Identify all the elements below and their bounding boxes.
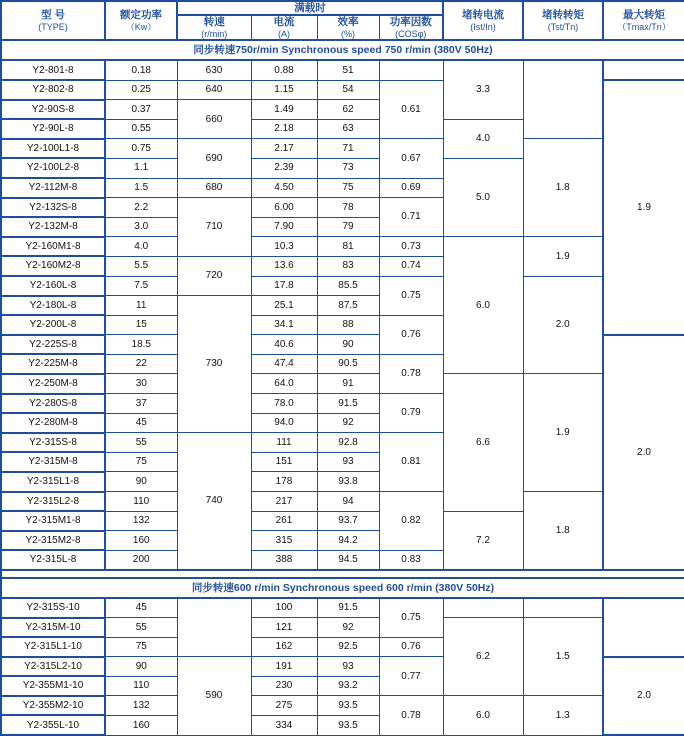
cell-power: 37 [105, 394, 177, 414]
cell-current: 64.0 [251, 374, 317, 394]
spacer-cell [1, 570, 684, 578]
cell-current: 111 [251, 433, 317, 453]
cell-efficiency: 92.8 [317, 433, 379, 453]
cell-speed: 730 [177, 296, 251, 433]
cell-efficiency: 91 [317, 374, 379, 394]
cell-type: Y2-112M-8 [1, 178, 105, 198]
cell-power: 15 [105, 315, 177, 335]
section-title: 同步转速750r/min Synchronous speed 750 r/min (380V 50Hz) [1, 40, 684, 60]
cell-current: 94.0 [251, 413, 317, 433]
cell-type: Y2-802-8 [1, 80, 105, 100]
cell-power-factor: 0.83 [379, 550, 443, 570]
table-row [1, 276, 684, 296]
cell-current: 191 [251, 657, 317, 677]
header-speed-sub: (r/min) [201, 29, 228, 40]
cell-power-factor: 0.76 [379, 637, 443, 657]
cell-efficiency: 91.5 [317, 598, 379, 618]
cell-power: 0.55 [105, 119, 177, 139]
cell-speed: 740 [177, 433, 251, 570]
cell-speed: 590 [177, 657, 251, 735]
cell-speed: 660 [177, 100, 251, 139]
cell-type: Y2-225M-8 [1, 354, 105, 374]
cell-locked-torque: 1.9 [523, 237, 603, 276]
section-title: 同步转速600 r/min Synchronous speed 600 r/min (380V 50Hz) [1, 578, 684, 598]
header-row-1 [1, 1, 684, 15]
table-row [1, 598, 684, 618]
cell-locked-current [443, 598, 523, 618]
cell-locked-torque: 1.3 [523, 696, 603, 735]
cell-type: Y2-355L-10 [1, 715, 105, 735]
cell-efficiency: 93.5 [317, 715, 379, 735]
cell-efficiency: 93 [317, 657, 379, 677]
cell-current: 13.6 [251, 256, 317, 276]
cell-power: 132 [105, 696, 177, 716]
cell-type: Y2-315S-8 [1, 433, 105, 453]
cell-locked-current: 5.0 [443, 158, 523, 236]
cell-power: 110 [105, 676, 177, 696]
cell-power: 2.2 [105, 198, 177, 218]
header-power-factor [379, 15, 443, 40]
cell-current: 6.00 [251, 198, 317, 218]
cell-current: 1.49 [251, 100, 317, 120]
cell-efficiency: 94.2 [317, 531, 379, 551]
cell-current: 40.6 [251, 335, 317, 355]
cell-speed: 680 [177, 178, 251, 198]
cell-current: 4.50 [251, 178, 317, 198]
cell-type: Y2-100L1-8 [1, 139, 105, 159]
cell-speed: 690 [177, 139, 251, 178]
cell-current: 2.17 [251, 139, 317, 159]
cell-locked-torque: 2.0 [523, 276, 603, 374]
header-power-factor-sub: (COSφ) [395, 29, 427, 40]
cell-efficiency: 83 [317, 256, 379, 276]
cell-power: 110 [105, 492, 177, 512]
section-header-row [1, 578, 684, 598]
cell-power-factor: 0.61 [379, 80, 443, 139]
header-locked-torque-sub: (Tst/Tn) [547, 22, 579, 33]
cell-power: 55 [105, 433, 177, 453]
cell-locked-torque: 1.5 [523, 618, 603, 696]
cell-current: 388 [251, 550, 317, 570]
cell-efficiency: 78 [317, 198, 379, 218]
cell-efficiency: 90 [317, 335, 379, 355]
cell-type: Y2-315L2-10 [1, 657, 105, 677]
cell-efficiency: 62 [317, 100, 379, 120]
cell-type: Y2-225S-8 [1, 335, 105, 355]
header-power-main: 额定功率 [120, 9, 162, 22]
cell-current: 2.18 [251, 119, 317, 139]
cell-power: 90 [105, 472, 177, 492]
cell-type: Y2-90S-8 [1, 100, 105, 120]
cell-efficiency: 92 [317, 618, 379, 638]
cell-max-torque [603, 60, 684, 80]
table-row [1, 492, 684, 512]
cell-current: 151 [251, 452, 317, 472]
cell-current: 7.90 [251, 217, 317, 237]
cell-type: Y2-315M-8 [1, 452, 105, 472]
cell-power-factor: 0.69 [379, 178, 443, 198]
cell-power: 11 [105, 296, 177, 316]
cell-efficiency: 92.5 [317, 637, 379, 657]
cell-efficiency: 93.5 [317, 696, 379, 716]
header-locked-current-sub: (Ist/In) [470, 22, 496, 33]
cell-type: Y2-90L-8 [1, 119, 105, 139]
cell-power: 75 [105, 452, 177, 472]
cell-type: Y2-315L2-8 [1, 492, 105, 512]
header-type [1, 1, 105, 40]
header-type-main: 型 号 [41, 9, 65, 22]
cell-efficiency: 91.5 [317, 394, 379, 414]
header-max-torque [603, 1, 684, 40]
cell-speed [177, 598, 251, 657]
cell-current: 230 [251, 676, 317, 696]
header-locked-current-main: 堵转电流 [462, 9, 504, 22]
cell-locked-current: 6.0 [443, 237, 523, 374]
header-current-sub: (A) [278, 29, 290, 40]
cell-locked-current: 4.0 [443, 119, 523, 158]
cell-power: 3.0 [105, 217, 177, 237]
header-speed [177, 15, 251, 40]
cell-efficiency: 63 [317, 119, 379, 139]
cell-type: Y2-160L-8 [1, 276, 105, 296]
cell-type: Y2-315L1-10 [1, 637, 105, 657]
cell-type: Y2-100L2-8 [1, 158, 105, 178]
cell-type: Y2-132M-8 [1, 217, 105, 237]
cell-efficiency: 71 [317, 139, 379, 159]
cell-locked-torque: 1.8 [523, 492, 603, 570]
cell-current: 78.0 [251, 394, 317, 414]
cell-power-factor: 0.78 [379, 696, 443, 735]
cell-locked-current: 3.3 [443, 60, 523, 119]
cell-power: 1.1 [105, 158, 177, 178]
table-row [1, 374, 684, 394]
cell-power: 22 [105, 354, 177, 374]
cell-power-factor: 0.78 [379, 354, 443, 393]
section-spacer [1, 570, 684, 578]
cell-power: 55 [105, 618, 177, 638]
cell-max-torque: 2.0 [603, 657, 684, 735]
cell-power: 90 [105, 657, 177, 677]
header-fullload-group: 满载时 [177, 1, 443, 15]
header-max-torque-main: 最大转矩 [623, 9, 665, 22]
cell-power: 0.18 [105, 60, 177, 80]
cell-power-factor: 0.76 [379, 315, 443, 354]
cell-max-torque: 2.0 [603, 335, 684, 570]
header-power [105, 1, 177, 40]
cell-power: 45 [105, 598, 177, 618]
cell-power-factor [379, 60, 443, 80]
cell-type: Y2-355M1-10 [1, 676, 105, 696]
cell-power: 4.0 [105, 237, 177, 257]
cell-efficiency: 73 [317, 158, 379, 178]
cell-efficiency: 93.8 [317, 472, 379, 492]
cell-current: 261 [251, 511, 317, 531]
cell-power-factor: 0.73 [379, 237, 443, 257]
cell-efficiency: 75 [317, 178, 379, 198]
cell-speed: 630 [177, 60, 251, 80]
cell-efficiency: 85.5 [317, 276, 379, 296]
cell-current: 100 [251, 598, 317, 618]
cell-power: 7.5 [105, 276, 177, 296]
cell-efficiency: 81 [317, 237, 379, 257]
cell-efficiency: 51 [317, 60, 379, 80]
cell-power-factor: 0.82 [379, 492, 443, 551]
cell-power: 160 [105, 531, 177, 551]
cell-speed: 710 [177, 198, 251, 257]
cell-power: 200 [105, 550, 177, 570]
cell-power: 0.75 [105, 139, 177, 159]
header-locked-current [443, 1, 523, 40]
cell-type: Y2-200L-8 [1, 315, 105, 335]
cell-power-factor: 0.77 [379, 657, 443, 696]
cell-speed: 720 [177, 256, 251, 295]
cell-current: 121 [251, 618, 317, 638]
cell-speed: 640 [177, 80, 251, 100]
cell-current: 0.88 [251, 60, 317, 80]
header-efficiency-sub: (%) [341, 29, 355, 40]
cell-current: 334 [251, 715, 317, 735]
header-power-sub: （Kw） [125, 22, 157, 33]
cell-type: Y2-280S-8 [1, 394, 105, 414]
cell-type: Y2-315L-8 [1, 550, 105, 570]
section-header-row [1, 40, 684, 60]
header-type-sub: (TYPE) [38, 22, 68, 33]
cell-current: 315 [251, 531, 317, 551]
cell-locked-torque [523, 598, 603, 618]
cell-power-factor: 0.81 [379, 433, 443, 492]
header-power-factor-main: 功率因数 [389, 16, 432, 29]
cell-current: 47.4 [251, 354, 317, 374]
cell-type: Y2-160M2-8 [1, 256, 105, 276]
cell-type: Y2-315L1-8 [1, 472, 105, 492]
cell-locked-current: 6.6 [443, 374, 523, 511]
table-head [1, 1, 684, 40]
cell-type: Y2-132S-8 [1, 198, 105, 218]
cell-efficiency: 94.5 [317, 550, 379, 570]
cell-current: 34.1 [251, 315, 317, 335]
cell-power-factor: 0.75 [379, 598, 443, 637]
cell-efficiency: 93 [317, 452, 379, 472]
cell-power: 1.5 [105, 178, 177, 198]
header-current-main: 电流 [273, 16, 295, 29]
cell-type: Y2-315M-10 [1, 618, 105, 638]
cell-power: 45 [105, 413, 177, 433]
cell-current: 25.1 [251, 296, 317, 316]
cell-type: Y2-315M1-8 [1, 511, 105, 531]
cell-power: 18.5 [105, 335, 177, 355]
cell-efficiency: 92 [317, 413, 379, 433]
cell-efficiency: 54 [317, 80, 379, 100]
cell-current: 1.15 [251, 80, 317, 100]
cell-current: 17.8 [251, 276, 317, 296]
cell-efficiency: 93.7 [317, 511, 379, 531]
cell-power-factor: 0.75 [379, 276, 443, 315]
cell-type: Y2-250M-8 [1, 374, 105, 394]
cell-efficiency: 79 [317, 217, 379, 237]
cell-current: 10.3 [251, 237, 317, 257]
cell-locked-torque: 1.9 [523, 374, 603, 492]
cell-power: 0.37 [105, 100, 177, 120]
header-speed-main: 转速 [203, 16, 225, 29]
cell-locked-torque [523, 60, 603, 138]
cell-max-torque [603, 598, 684, 657]
cell-power: 0.25 [105, 80, 177, 100]
cell-type: Y2-801-8 [1, 60, 105, 80]
cell-locked-current: 6.2 [443, 618, 523, 696]
cell-power-factor: 0.74 [379, 256, 443, 276]
cell-power: 132 [105, 511, 177, 531]
cell-current: 217 [251, 492, 317, 512]
cell-current: 2.39 [251, 158, 317, 178]
cell-efficiency: 90.5 [317, 354, 379, 374]
cell-type: Y2-355M2-10 [1, 696, 105, 716]
header-locked-torque [523, 1, 603, 40]
cell-power: 30 [105, 374, 177, 394]
cell-power: 160 [105, 715, 177, 735]
cell-type: Y2-180L-8 [1, 296, 105, 316]
cell-efficiency: 87.5 [317, 296, 379, 316]
header-efficiency-main: 效率 [337, 16, 359, 29]
cell-power: 75 [105, 637, 177, 657]
table-row [1, 237, 684, 257]
header-efficiency [317, 15, 379, 40]
table-row [1, 60, 684, 80]
header-locked-torque-main: 堵转转矩 [542, 9, 584, 22]
header-max-torque-sub: （Tmax/Tn） [617, 22, 671, 33]
cell-power-factor: 0.79 [379, 394, 443, 433]
cell-type: Y2-280M-8 [1, 413, 105, 433]
cell-efficiency: 93.2 [317, 676, 379, 696]
cell-power-factor: 0.67 [379, 139, 443, 178]
table-row [1, 696, 684, 716]
cell-current: 162 [251, 637, 317, 657]
cell-power-factor: 0.71 [379, 198, 443, 237]
cell-current: 178 [251, 472, 317, 492]
table-body [1, 40, 684, 735]
table-row [1, 139, 684, 159]
cell-type: Y2-315S-10 [1, 598, 105, 618]
cell-efficiency: 94 [317, 492, 379, 512]
cell-efficiency: 88 [317, 315, 379, 335]
cell-power: 5.5 [105, 256, 177, 276]
cell-current: 275 [251, 696, 317, 716]
cell-locked-torque: 1.8 [523, 139, 603, 237]
header-current [251, 15, 317, 40]
table-row [1, 618, 684, 638]
cell-locked-current: 6.0 [443, 696, 523, 735]
cell-locked-current: 7.2 [443, 511, 523, 570]
cell-type: Y2-160M1-8 [1, 237, 105, 257]
cell-max-torque: 1.9 [603, 80, 684, 335]
cell-type: Y2-315M2-8 [1, 531, 105, 551]
